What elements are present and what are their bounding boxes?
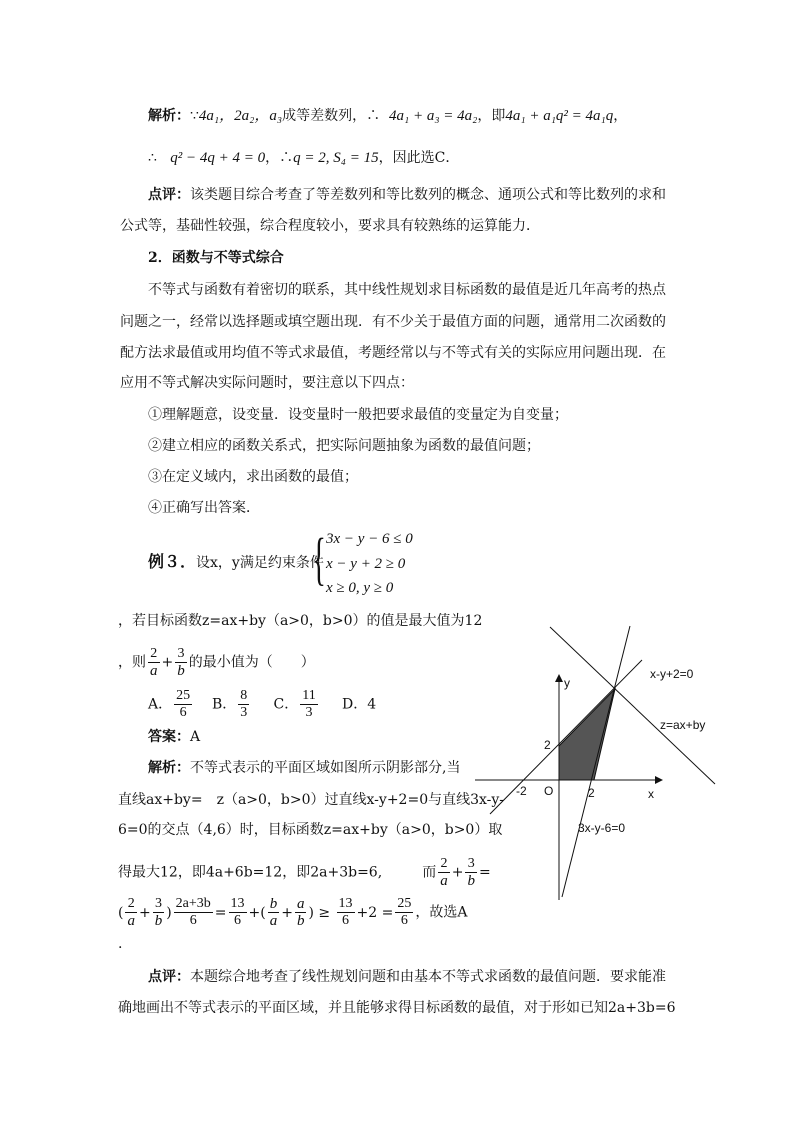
option-c-label: C． <box>273 696 299 713</box>
solution-text: 成等差数列，∴ <box>282 108 381 124</box>
intro-line: 不等式与函数有着密切的联系，其中线性规划求目标函数的最值是近几年高考的热点 <box>148 282 666 298</box>
therefore-symbol: ∴ <box>148 150 157 166</box>
constraint-brace: { <box>312 526 326 591</box>
fraction-3-over-b: $\frac{3}{b}$ <box>177 646 185 679</box>
constraint-2: x − y + 2 ≥ 0 <box>326 556 406 572</box>
analysis-label: 解析： <box>148 760 190 776</box>
analysis-text: 得最大12，即4a+6b=12，即2a+3b=6, <box>118 864 383 881</box>
answer-label: 答案： <box>148 729 190 745</box>
comment-line-1 <box>148 185 666 205</box>
comment-label: 点评： <box>148 187 190 203</box>
math-equation-3: q² − 4q + 4 = 0 <box>170 150 266 166</box>
math-sequence-terms: 4a₁，2a₂，a₃ <box>198 108 283 124</box>
x-tick-2: 2 <box>588 786 595 800</box>
analysis-line-4: 得最大12，即4a+6b=12，即2a+3b=6, 而 $\frac{2}{a}$ + $\frac{3}{b}$ = <box>118 856 491 889</box>
shaded-feasible-region <box>559 689 615 780</box>
example-line-3: ，则 $\frac{2}{a}$ + $\frac{3}{b}$ 的最小值为（ ） <box>118 646 315 679</box>
analysis-text: ，故选A <box>415 904 468 921</box>
line-label-objective: z=ax+by <box>660 718 706 732</box>
comment2-line-2: 确地画出不等式表示的平面区域，并且能够求得目标函数的最值，对于形如已知2a+3b=6 <box>118 1000 676 1016</box>
solution-text: ，即 <box>477 108 506 124</box>
x-axis-arrow <box>655 776 663 784</box>
solution-line-1 <box>148 106 627 126</box>
solution-line-2 <box>148 148 459 168</box>
option-b-value: $\frac{8}{3}$ <box>240 688 248 720</box>
comment-text: 该类题目综合考查了等差数列和等比数列的概念、通项公式和等比数列的求和 <box>190 187 666 203</box>
feasible-region-figure <box>470 622 720 902</box>
x-tick-minus-2: -2 <box>516 784 527 798</box>
analysis-line-2: 直线ax+by= z（a>0，b>0）过直线x-y+2=0与直线3x-y- <box>118 792 505 808</box>
comment-text: 公式等，基础性较强，综合程度较小，要求具有较熟练的运算能力． <box>120 218 540 234</box>
y-tick-2: 2 <box>544 738 551 752</box>
comment-label: 点评： <box>148 969 190 985</box>
solution-text: ，∴ <box>265 150 294 166</box>
example-text: 的最小值为（ ） <box>188 654 315 671</box>
point-item: ①理解题意，设变量．设变量时一般把要求最值的变量定为自变量； <box>148 407 568 423</box>
math-equation-1: 4a₁ + a₃ = 4a₂ <box>388 108 478 124</box>
y-axis-label: y <box>564 676 570 690</box>
example-text: ，则 <box>118 654 146 671</box>
coordinate-plot <box>470 622 720 902</box>
options-row <box>148 688 376 721</box>
math-equation-2: 4a₁ + a₁q² = 4a₁q <box>505 108 614 124</box>
answer-value: A <box>190 729 201 745</box>
line-label-3x-y-6: 3x-y-6=0 <box>578 821 626 835</box>
analysis-line-1 <box>148 758 460 778</box>
example-heading <box>148 552 324 573</box>
option-d: D．4 <box>341 696 377 713</box>
example-label: 例３． <box>148 552 197 571</box>
y-axis-arrow <box>555 674 563 682</box>
x-axis-label: x <box>648 787 654 801</box>
point-item: ③在定义域内，求出函数的最值； <box>148 469 358 485</box>
comment-line-2 <box>120 216 540 236</box>
analysis-text: 不等式表示的平面区域如图所示阴影部分,当 <box>190 760 461 776</box>
line-label-x-y-2: x-y+2=0 <box>650 667 694 681</box>
option-a-label: A． <box>148 696 173 713</box>
because-symbol: ∵ <box>190 108 199 124</box>
answer-line <box>148 727 200 747</box>
comment-text: 本题综合地考查了线性规划问题和由基本不等式求函数的最值问题．要求能准 <box>190 969 666 985</box>
option-c-value: $\frac{11}{3}$ <box>302 688 316 720</box>
analysis-text: = <box>478 864 491 881</box>
example-text: 设x，y满足约束条件 <box>196 555 324 571</box>
intro-line: 应用不等式解决实际问题时，要注意以下四点： <box>120 375 414 391</box>
math-equation-4: q = 2, S₄ = 15 <box>293 150 379 166</box>
intro-line: 问题之一，经常以选择题或填空题出现．有不少关于最值方面的问题，通常用二次函数的 <box>120 314 666 330</box>
solution-text: ，因此选C． <box>378 150 460 166</box>
solution-text: ， <box>613 108 628 124</box>
analysis-text: 而 <box>422 864 437 881</box>
point-item: ②建立相应的函数关系式，把实际问题抽象为函数的最值问题； <box>148 438 540 454</box>
fraction-2-over-a: $\frac{2}{a}$ <box>150 646 158 679</box>
analysis-line-5 <box>118 896 468 929</box>
analysis-line-6: . <box>118 936 123 952</box>
analysis-line-3: 6=0的交点（4,6）时，目标函数z=ax+by（a>0，b>0）取 <box>118 822 503 838</box>
solution-label: 解析： <box>148 108 190 124</box>
constraint-3: x ≥ 0, y ≥ 0 <box>326 580 394 596</box>
option-b-label: B． <box>211 696 237 713</box>
section-heading: 2．函数与不等式综合 <box>148 250 284 266</box>
math-derivation: ( $\frac{2}{a}$ + $\frac{3}{b}$ ) $\frac{2a+3b}{6}$ = $\frac{13}{6}$ +( $\frac{b}{a}$ + $\frac{a}{b}$ ) ≥ $\frac{13}{6}$ +2 = $\frac{25}{6}$ <box>118 896 412 929</box>
constraint-1: 3x − y − 6 ≤ 0 <box>326 531 413 547</box>
point-item: ④正确写出答案． <box>148 500 260 516</box>
intro-line: 配方法求最值或用均值不等式求最值，考题经常以与不等式有关的实际应用问题出现．在 <box>120 345 666 361</box>
example-line-2: ，若目标函数z=ax+by（a>0，b>0）的值是最大值为12 <box>118 613 483 629</box>
option-a-value: $\frac{25}{6}$ <box>176 688 191 720</box>
comment2-line-1 <box>148 967 666 987</box>
origin-label: O <box>544 784 554 798</box>
